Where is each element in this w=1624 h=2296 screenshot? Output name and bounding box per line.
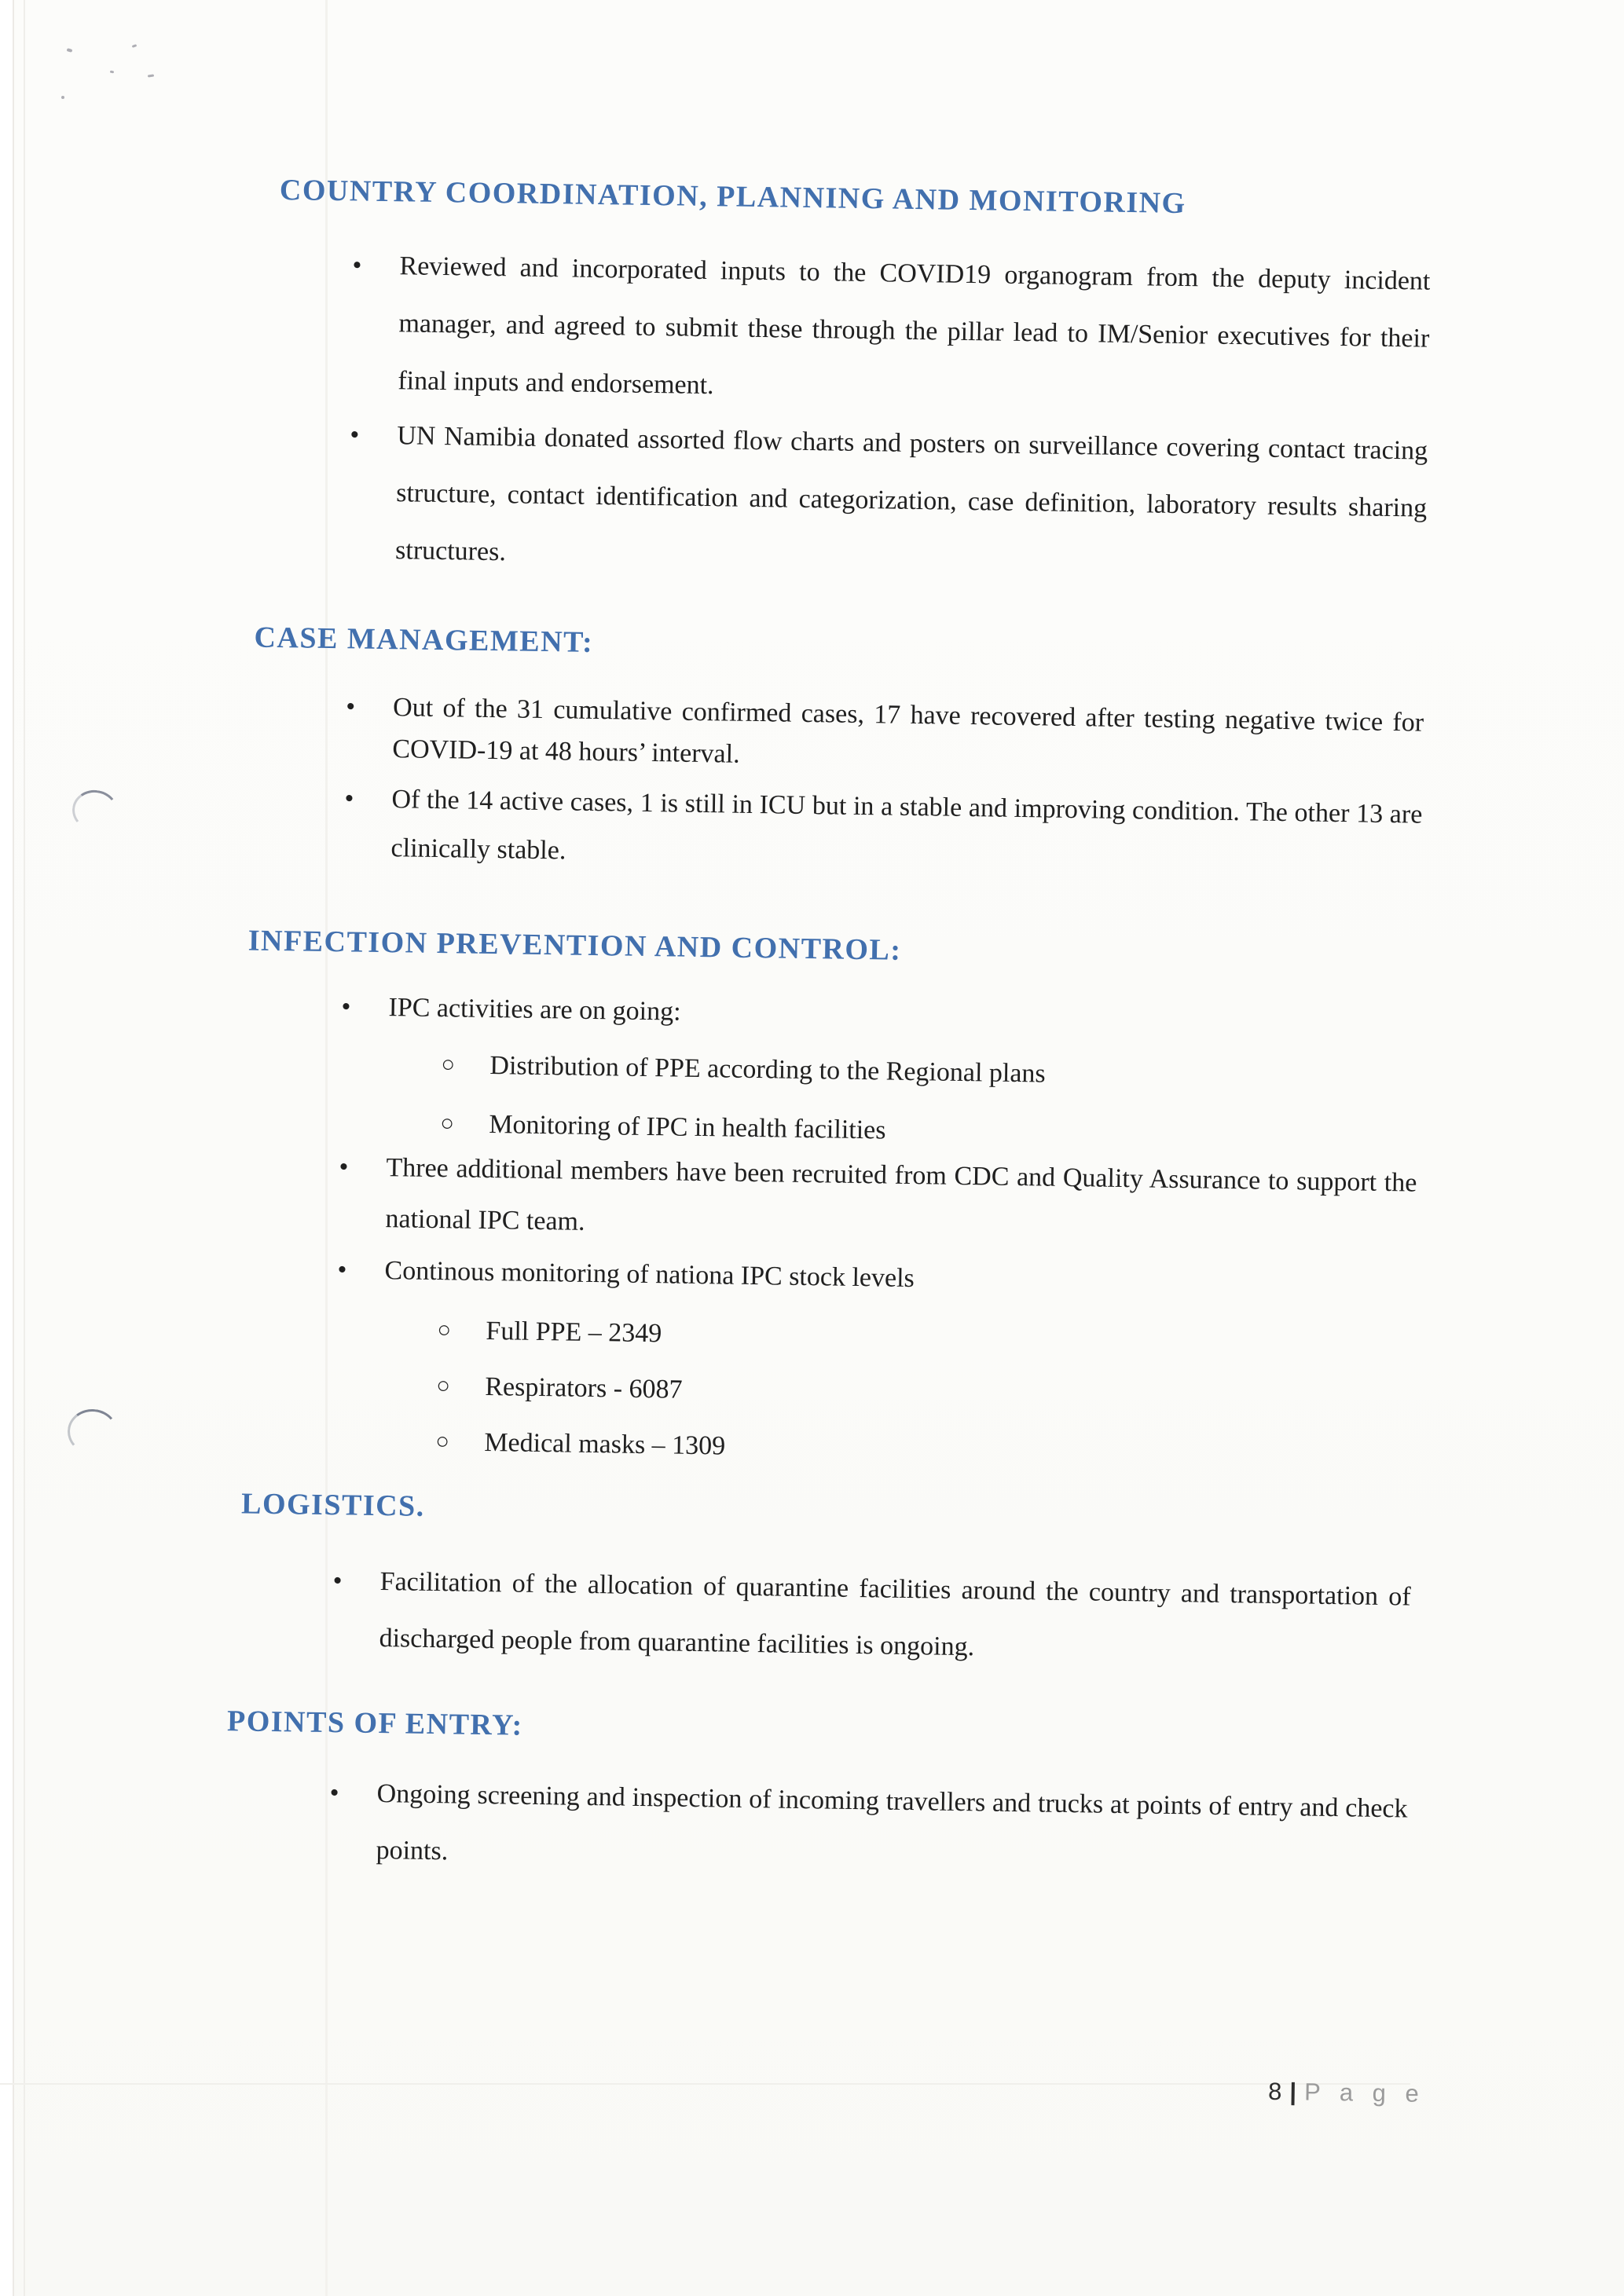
circle-bullet-icon: ○	[440, 1111, 455, 1137]
bullet-item	[348, 406, 1428, 594]
sub-bullet-text: Medical masks – 1309	[484, 1427, 726, 1461]
sub-bullet-text: Monitoring of IPC in health facilities	[489, 1110, 886, 1145]
bullet-item	[332, 1553, 1411, 1682]
sub-bullet-text: Full PPE – 2349	[486, 1316, 662, 1349]
circle-bullet-icon: ○	[435, 1429, 450, 1455]
bullet-dot-icon: •	[352, 251, 362, 280]
bullet-item	[343, 774, 1423, 888]
bullet-text: IPC activities are on going:	[388, 993, 681, 1027]
circle-bullet-icon: ○	[437, 1317, 452, 1343]
bullet-dot-icon: •	[339, 1152, 349, 1182]
bullet-dot-icon: •	[350, 420, 360, 450]
bullet-dot-icon: •	[344, 784, 354, 814]
bullet-item	[341, 985, 1420, 1044]
bullet-item	[345, 686, 1424, 785]
bullet-text: Reviewed and incorporated inputs to the COVID19 organogram from the deputy incident manager, and agreed to submit these through the pillar lead to IM/Senior executives for their final inputs and endorsement.	[398, 251, 1431, 401]
bullet-dot-icon: •	[332, 1566, 343, 1596]
bullet-text: Continous monitoring of nationa IPC stock levels	[384, 1256, 915, 1294]
footer-separator: |	[1289, 2078, 1297, 2106]
section-heading-case-management: CASE MANAGEMENT:	[254, 621, 594, 659]
bullet-dot-icon: •	[329, 1778, 339, 1808]
bullet-text: Three additional members have been recruited from CDC and Quality Assurance to support the national IPC team.	[385, 1153, 1417, 1236]
bullet-text: Of the 14 active cases, 1 is still in ICU but in a stable and improving condition. The other 13 are clinically stable.	[390, 785, 1423, 866]
bullet-dot-icon: •	[345, 692, 356, 722]
section-heading-points-of-entry: POINTS OF ENTRY:	[226, 1705, 524, 1742]
bullet-item	[350, 236, 1431, 424]
bullet-text: Out of the 31 cumulative confirmed cases, 17 have recovered after testing negative twice for COVID-19 at 48 hours’ interval.	[392, 693, 1424, 769]
bullet-item	[338, 1141, 1417, 1259]
section-heading-country-coordination: COUNTRY COORDINATION, PLANNING AND MONITORING	[279, 173, 1186, 221]
bullet-dot-icon: •	[337, 1255, 347, 1285]
page-footer	[1268, 2078, 1425, 2108]
section-heading-logistics: LOGISTICS.	[240, 1487, 426, 1523]
bullet-text: UN Namibia donated assorted flow charts and posters on surveillance covering contact tracing structure, contact identification and categorization, case definition, laboratory results sharing structures.	[394, 421, 1428, 567]
sub-bullet-list	[435, 1302, 1415, 1484]
bullet-item	[328, 1765, 1408, 1894]
page-number: 8	[1267, 2077, 1282, 2106]
section-heading-infection-prevention: INFECTION PREVENTION AND CONTROL:	[247, 924, 902, 967]
footer-label: P a g e	[1303, 2078, 1426, 2107]
sub-bullet-text: Respirators - 6087	[485, 1371, 683, 1404]
circle-bullet-icon: ○	[436, 1373, 451, 1399]
sub-bullet-text: Distribution of PPE according to the Regional plans	[489, 1051, 1046, 1089]
bullet-dot-icon: •	[341, 992, 351, 1022]
bullet-text: Ongoing screening and inspection of incoming travellers and trucks at points of entry and check points.	[376, 1779, 1408, 1866]
circle-bullet-icon: ○	[441, 1052, 456, 1078]
bullet-text: Facilitation of the allocation of quarantine facilities around the country and transportation of discharged people from quarantine facilities is ongoing.	[379, 1567, 1411, 1662]
